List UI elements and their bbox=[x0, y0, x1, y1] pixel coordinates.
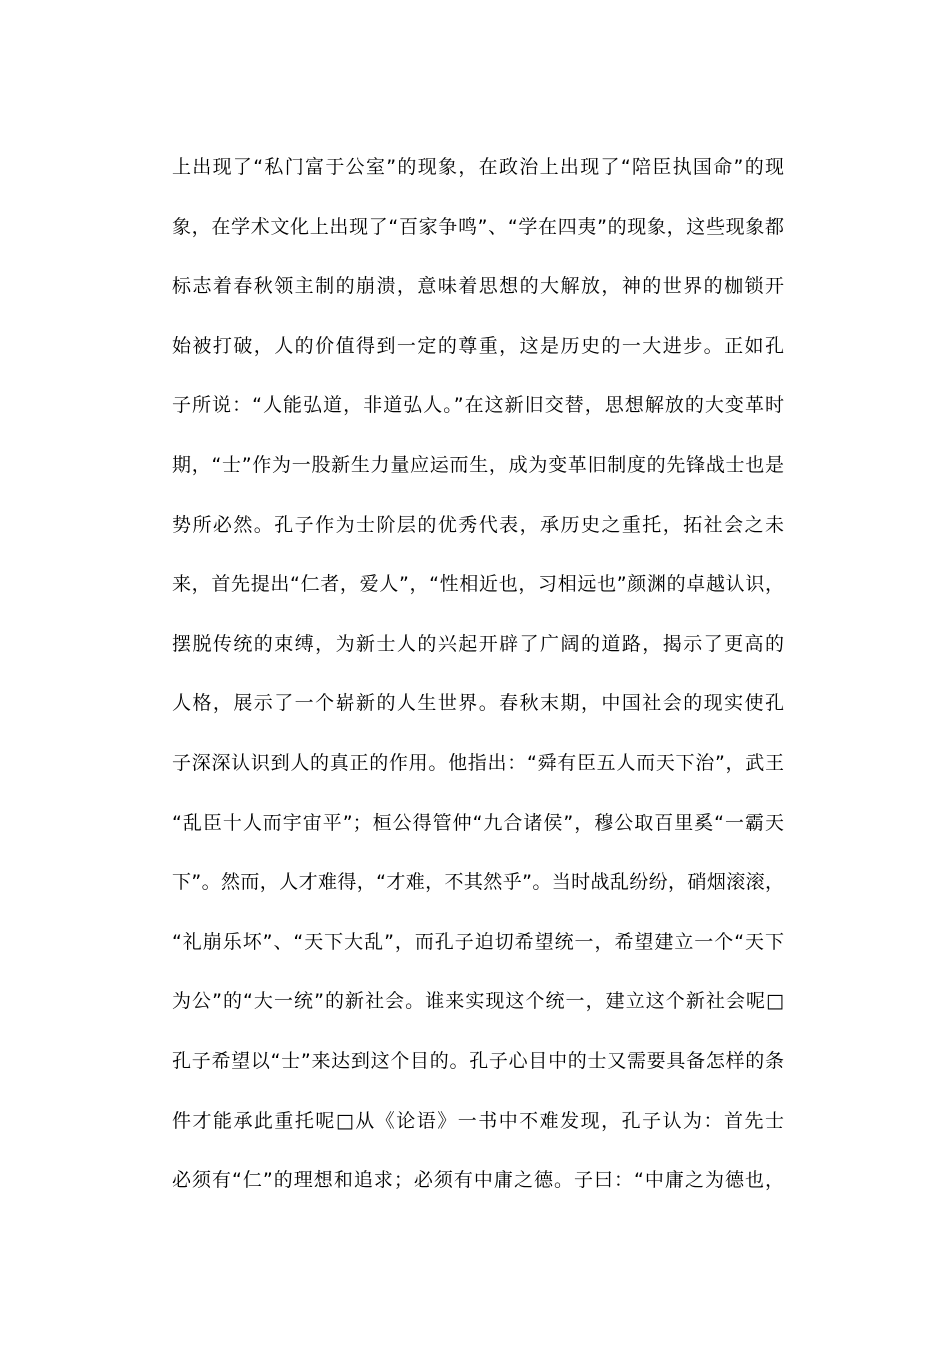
text-line: 期，“士”作为一股新生力量应运而生，成为变革旧制度的先锋战士也是 bbox=[172, 453, 784, 476]
text-line: 势所必然。孔子作为士阶层的优秀代表，承历史之重托，拓社会之未 bbox=[172, 513, 784, 536]
text-line: 标志着春秋领主制的崩溃，意味着思想的大解放，神的世界的枷锁开 bbox=[172, 275, 784, 298]
text-line: “礼崩乐坏”、“天下大乱”，而孔子迫切希望统一，希望建立一个“天下 bbox=[172, 930, 784, 953]
text-line: 件才能承此重托呢□从《论语》一书中不难发现，孔子认为：首先士 bbox=[172, 1109, 784, 1132]
text-line: 象，在学术文化上出现了“百家争鸣”、“学在四夷”的现象，这些现象都 bbox=[172, 215, 784, 238]
text-line: “乱臣十人而宇宙平”；桓公得管仲“九合诸侯”，穆公取百里奚“一霸天 bbox=[172, 811, 784, 834]
text-line: 人格，展示了一个崭新的人生世界。春秋末期，中国社会的现实使孔 bbox=[172, 692, 784, 715]
text-line: 为公”的“大一统”的新社会。谁来实现这个统一，建立这个新社会呢□ bbox=[172, 990, 784, 1013]
text-line: 始被打破，人的价值得到一定的尊重，这是历史的一大进步。正如孔 bbox=[172, 334, 784, 357]
text-line: 下”。然而，人才难得，“才难，不其然乎”。当时战乱纷纷，硝烟滚滚， bbox=[172, 871, 784, 894]
text-line: 子所说：“人能弘道，非道弘人。”在这新旧交替，思想解放的大变革时 bbox=[172, 394, 784, 417]
body-text bbox=[172, 147, 784, 1220]
text-line: 上出现了“私门富于公室”的现象，在政治上出现了“陪臣执国命”的现 bbox=[172, 156, 784, 178]
text-line: 摆脱传统的束缚，为新士人的兴起开辟了广阔的道路，揭示了更高的 bbox=[172, 632, 784, 655]
text-line: 孔子希望以“士”来达到这个目的。孔子心目中的士又需要具备怎样的条 bbox=[172, 1049, 784, 1072]
text-line: 来，首先提出“仁者，爱人”，“性相近也，习相远也”颜渊的卓越认识， bbox=[172, 573, 784, 596]
text-line: 必须有“仁”的理想和追求；必须有中庸之德。子曰：“中庸之为德也， bbox=[172, 1169, 784, 1192]
text-line: 子深深认识到人的真正的作用。他指出：“舜有臣五人而天下治”，武王 bbox=[172, 751, 784, 774]
